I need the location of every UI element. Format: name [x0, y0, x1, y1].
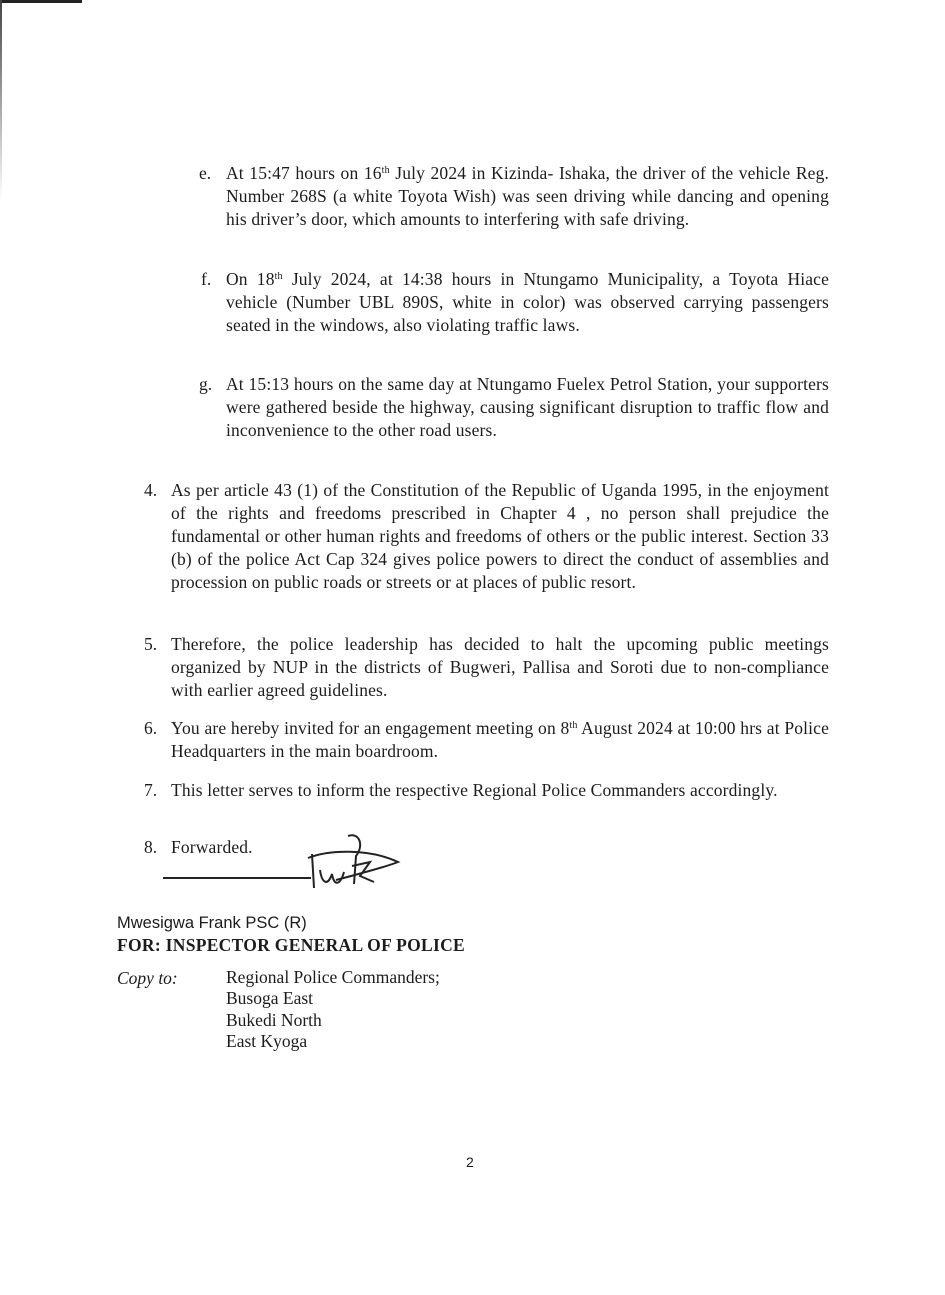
- copy-to-label: Copy to:: [117, 968, 178, 988]
- page-number: 2: [466, 1154, 474, 1170]
- copy-recipient: Bukedi North: [226, 1009, 322, 1030]
- copy-recipient: East Kyoga: [226, 1030, 308, 1051]
- paragraph-6-marker: 6.: [144, 718, 158, 738]
- scan-edge-top: [0, 0, 82, 3]
- item-f-marker: f.: [201, 269, 212, 289]
- paragraph-4-text: As per article 43 (1) of the Constitution of the Republic of Uganda 1995, in the enjoyment of the rights and freedoms prescribed in Chapter 4 , no person shall prejudice the fundamental or other human rights and freedoms of others or the public interest. Section 33 (b) of the police Act Cap 324 gives police powers to direct the conduct of assemblies and procession on public roads or streets or at places of public resort.: [171, 480, 829, 592]
- paragraph-5-text: Therefore, the police leadership has decided to halt the upcoming public meetings organized by NUP in the districts of Bugweri, Pallisa and Soroti due to non-compliance with earlier agreed guidelines.: [171, 634, 829, 700]
- copy-recipient: Busoga East: [226, 988, 314, 1009]
- paragraph-7-text: This letter serves to inform the respective Regional Police Commanders accordingly.: [171, 780, 778, 800]
- paragraph-8-text: Forwarded.: [171, 837, 253, 857]
- signature-mark: [298, 832, 408, 898]
- paragraph-4-marker: 4.: [144, 480, 158, 500]
- paragraph-7-marker: 7.: [144, 780, 158, 800]
- copy-recipients: [226, 967, 440, 1052]
- paragraph-6-text: You are hereby invited for an engagement meeting on 8th August 2024 at 10:00 hrs at Police Headquarters in the main boardroom.: [171, 718, 829, 761]
- paragraph-5-marker: 5.: [144, 634, 158, 654]
- item-g-marker: g.: [199, 374, 213, 394]
- signatory-title: FOR: INSPECTOR GENERAL OF POLICE: [117, 935, 465, 955]
- signatory-name: Mwesigwa Frank PSC (R): [117, 914, 307, 932]
- item-e-text: At 15:47 hours on 16th July 2024 in Kizinda- Ishaka, the driver of the vehicle Reg. Number 268S (a white Toyota Wish) was seen driving while dancing and opening his driver’s door, which amounts to interfering with safe driving.: [226, 163, 830, 229]
- copy-recipient: Regional Police Commanders;: [226, 967, 440, 987]
- paragraph-8-marker: 8.: [144, 837, 158, 857]
- scan-edge-left: [0, 0, 2, 200]
- item-f-text: On 18th July 2024, at 14:38 hours in Ntungamo Municipality, a Toyota Hiace vehicle (Number UBL 890S, white in color) was observed carrying passengers seated in the windows, also violating traffic laws.: [226, 269, 829, 335]
- item-g-text: At 15:13 hours on the same day at Ntungamo Fuelex Petrol Station, your supporters were gathered beside the highway, causing significant disruption to traffic flow and inconvenience to the other road users.: [226, 374, 829, 440]
- item-e-marker: e.: [199, 163, 212, 183]
- signature-line: [163, 877, 311, 879]
